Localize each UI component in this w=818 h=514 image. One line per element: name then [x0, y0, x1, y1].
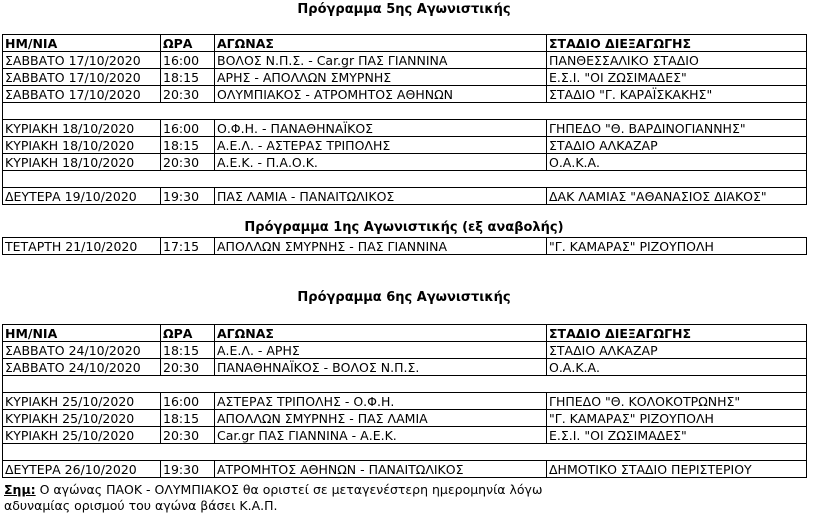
table-row — [3, 86, 807, 103]
cell-time: 17:15 — [161, 238, 215, 255]
cell-date: ΣΑΒΒΑΤΟ 17/10/2020 — [3, 69, 161, 86]
cell-stadium: ΣΤΑΔΙΟ ΑΛΚΑΖΑΡ — [547, 342, 807, 359]
cell-stadium: ΔΑΚ ΛΑΜΙΑΣ "ΑΘΑΝΑΣΙΟΣ ΔΙΑΚΟΣ" — [547, 188, 807, 205]
cell-date: ΔΕΥΤΕΡΑ 19/10/2020 — [3, 188, 161, 205]
header-stadium: ΣΤΑΔΙΟ ΔΙΕΞΑΓΩΓΗΣ — [547, 35, 807, 52]
cell-match: Α.Ε.Κ. - Π.Α.Ο.Κ. — [215, 154, 547, 171]
cell-date: ΤΕΤΑΡΤΗ 21/10/2020 — [3, 238, 161, 255]
cell-match: ΑΠΟΛΛΩΝ ΣΜΥΡΝΗΣ - ΠΑΣ ΛΑΜΙΑ — [215, 410, 547, 427]
table-row — [3, 52, 807, 69]
table-header-row — [3, 35, 807, 52]
cell-stadium: ΓΗΠΕΔΟ "Θ. ΒΑΡΔΙΝΟΓΙΑΝΝΗΣ" — [547, 120, 807, 137]
cell-date: ΚΥΡΙΑΚΗ 18/10/2020 — [3, 120, 161, 137]
cell-stadium: ΔΗΜΟΤΙΚΟ ΣΤΑΔΙΟ ΠΕΡΙΣΤΕΡΙΟΥ — [547, 461, 807, 478]
cell-stadium: Ε.Σ.Ι. "ΟΙ ΖΩΣΙΜΑΔΕΣ" — [547, 427, 807, 444]
cell-date: ΣΑΒΒΑΤΟ 17/10/2020 — [3, 86, 161, 103]
table-row — [3, 410, 807, 427]
cell-date: ΣΑΒΒΑΤΟ 24/10/2020 — [3, 359, 161, 376]
spacer-row — [3, 376, 807, 393]
cell-stadium: Ο.Α.Κ.Α. — [547, 154, 807, 171]
spacer-row — [3, 103, 807, 120]
table-row — [3, 393, 807, 410]
table-row — [3, 188, 807, 205]
cell-match: ΑΣΤΕΡΑΣ ΤΡΙΠΟΛΗΣ - Ο.Φ.Η. — [215, 393, 547, 410]
header-match: ΑΓΩΝΑΣ — [215, 35, 547, 52]
cell-time: 20:30 — [161, 359, 215, 376]
spacer-row — [3, 171, 807, 188]
cell-match: ΒΟΛΟΣ Ν.Π.Σ. - Car.gr ΠΑΣ ΓΙΑΝΝΙΝΑ — [215, 52, 547, 69]
cell-date: ΚΥΡΙΑΚΗ 25/10/2020 — [3, 427, 161, 444]
round1-title: Πρόγραμμα 1ης Αγωνιστικής (εξ αναβολής) — [244, 220, 564, 235]
cell-match: ΠΑΣ ΛΑΜΙΑ - ΠΑΝΑΙΤΩΛΙΚΟΣ — [215, 188, 547, 205]
cell-stadium: "Γ. ΚΑΜΑΡΑΣ" ΡΙΖΟΥΠΟΛΗ — [547, 410, 807, 427]
cell-time: 19:30 — [161, 461, 215, 478]
cell-match: Car.gr ΠΑΣ ΓΙΑΝΝΙΝΑ - Α.Ε.Κ. — [215, 427, 547, 444]
cell-time: 20:30 — [161, 86, 215, 103]
cell-match: ΑΠΟΛΛΩΝ ΣΜΥΡΝΗΣ - ΠΑΣ ΓΙΑΝΝΙΝΑ — [215, 238, 547, 255]
cell-date: ΚΥΡΙΑΚΗ 25/10/2020 — [3, 393, 161, 410]
cell-date: ΣΑΒΒΑΤΟ 17/10/2020 — [3, 52, 161, 69]
table-row — [3, 238, 807, 255]
table-row — [3, 120, 807, 137]
spacer-row — [3, 444, 807, 461]
cell-time: 18:15 — [161, 410, 215, 427]
cell-time: 18:15 — [161, 342, 215, 359]
cell-date: ΚΥΡΙΑΚΗ 18/10/2020 — [3, 154, 161, 171]
header-date: ΗΜ/ΝΙΑ — [3, 325, 161, 342]
table-row — [3, 461, 807, 478]
table-row — [3, 342, 807, 359]
cell-time: 16:00 — [161, 393, 215, 410]
cell-stadium: ΣΤΑΔΙΟ "Γ. ΚΑΡΑΪΣΚΑΚΗΣ" — [547, 86, 807, 103]
table-row — [3, 359, 807, 376]
cell-match: Α.Ε.Λ. - ΑΡΗΣ — [215, 342, 547, 359]
header-time: ΩΡΑ — [161, 325, 215, 342]
round6-table — [2, 324, 807, 478]
cell-match: Ο.Φ.Η. - ΠΑΝΑΘΗΝΑΪΚΟΣ — [215, 120, 547, 137]
table-row — [3, 427, 807, 444]
cell-match: Α.Ε.Λ. - ΑΣΤΕΡΑΣ ΤΡΙΠΟΛΗΣ — [215, 137, 547, 154]
table-row — [3, 154, 807, 171]
cell-stadium: ΠΑΝΘΕΣΣΑΛΙΚΟ ΣΤΑΔΙΟ — [547, 52, 807, 69]
cell-match: ΠΑΝΑΘΗΝΑΪΚΟΣ - ΒΟΛΟΣ Ν.Π.Σ. — [215, 359, 547, 376]
cell-time: 19:30 — [161, 188, 215, 205]
footnote-text: Ο αγώνας ΠΑΟΚ - ΟΛΥΜΠΙΑΚΟΣ θα οριστεί σε μεταγενέστερη ημερομηνία λόγω αδυναμίας ορισμού του αγώνα βάσει Κ.Α.Π. — [4, 482, 543, 513]
round6-title: Πρόγραμμα 6ης Αγωνιστικής — [297, 290, 511, 305]
header-time: ΩΡΑ — [161, 35, 215, 52]
cell-stadium: Ε.Σ.Ι. "ΟΙ ΖΩΣΙΜΑΔΕΣ" — [547, 69, 807, 86]
cell-time: 18:15 — [161, 137, 215, 154]
header-match: ΑΓΩΝΑΣ — [215, 325, 547, 342]
cell-date: ΚΥΡΙΑΚΗ 25/10/2020 — [3, 410, 161, 427]
footnote — [4, 482, 544, 514]
cell-date: ΚΥΡΙΑΚΗ 18/10/2020 — [3, 137, 161, 154]
round5-table — [2, 34, 807, 205]
cell-date: ΔΕΥΤΕΡΑ 26/10/2020 — [3, 461, 161, 478]
header-date: ΗΜ/ΝΙΑ — [3, 35, 161, 52]
cell-match: ΑΡΗΣ - ΑΠΟΛΛΩΝ ΣΜΥΡΝΗΣ — [215, 69, 547, 86]
cell-time: 16:00 — [161, 120, 215, 137]
table-row — [3, 137, 807, 154]
cell-time: 18:15 — [161, 69, 215, 86]
cell-match: ΑΤΡΟΜΗΤΟΣ ΑΘΗΝΩΝ - ΠΑΝΑΙΤΩΛΙΚΟΣ — [215, 461, 547, 478]
cell-stadium: ΓΗΠΕΔΟ "Θ. ΚΟΛΟΚΟΤΡΩΝΗΣ" — [547, 393, 807, 410]
cell-time: 20:30 — [161, 427, 215, 444]
cell-time: 20:30 — [161, 154, 215, 171]
table-row — [3, 69, 807, 86]
footnote-label: Σημ: — [4, 482, 36, 497]
round5-title: Πρόγραμμα 5ης Αγωνιστικής — [297, 2, 511, 17]
cell-stadium: Ο.Α.Κ.Α. — [547, 359, 807, 376]
table-header-row — [3, 325, 807, 342]
header-stadium: ΣΤΑΔΙΟ ΔΙΕΞΑΓΩΓΗΣ — [547, 325, 807, 342]
cell-stadium: "Γ. ΚΑΜΑΡΑΣ" ΡΙΖΟΥΠΟΛΗ — [547, 238, 807, 255]
cell-match: ΟΛΥΜΠΙΑΚΟΣ - ΑΤΡΟΜΗΤΟΣ ΑΘΗΝΩΝ — [215, 86, 547, 103]
round1-table — [2, 237, 807, 255]
cell-date: ΣΑΒΒΑΤΟ 24/10/2020 — [3, 342, 161, 359]
cell-time: 16:00 — [161, 52, 215, 69]
cell-stadium: ΣΤΑΔΙΟ ΑΛΚΑΖΑΡ — [547, 137, 807, 154]
